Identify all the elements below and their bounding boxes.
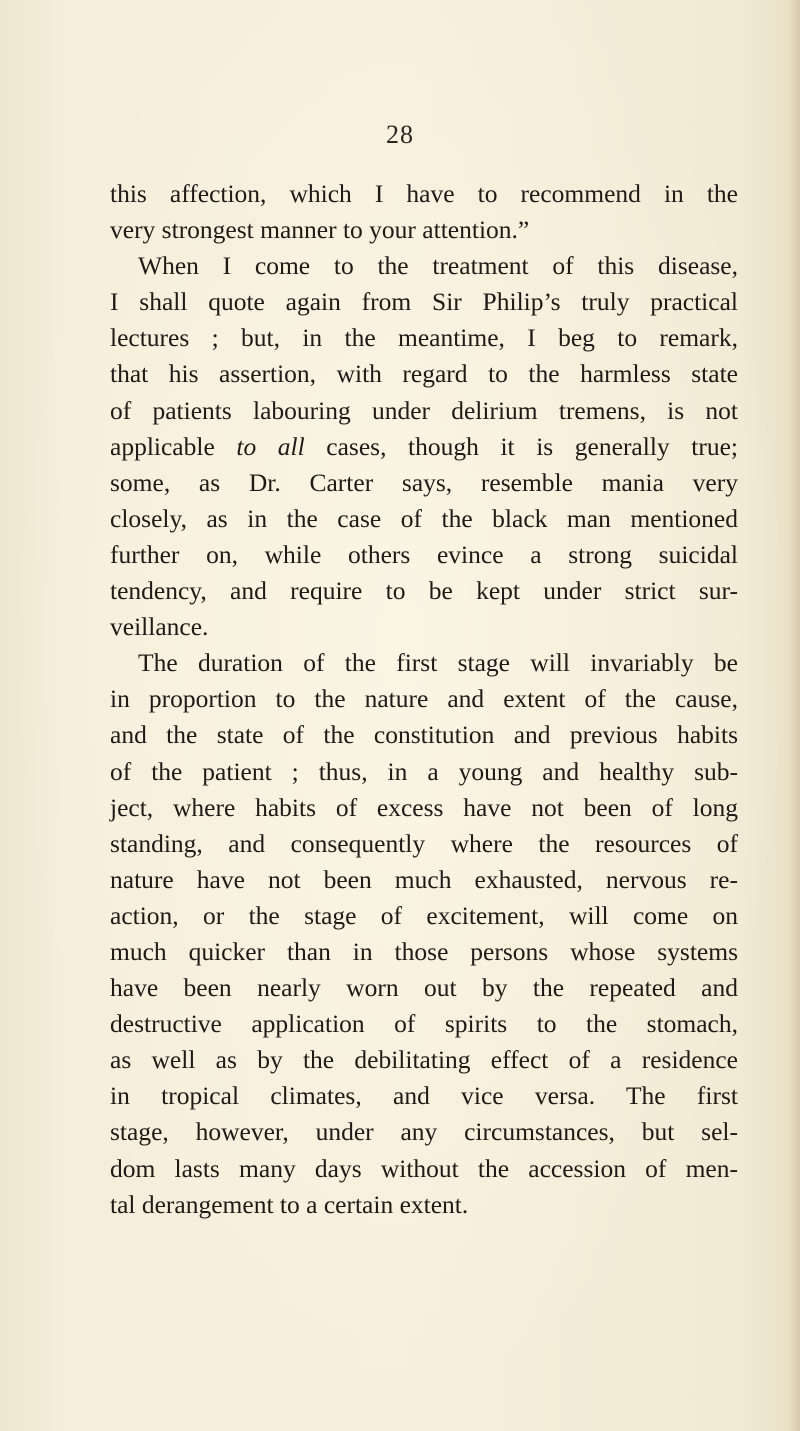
text-line: lectures ; but, in the meantime, I beg to remark, [110, 323, 738, 353]
text-line: much quicker than in those persons whose systems [110, 936, 738, 966]
text-line: very strongest manner to your attention.” [110, 215, 530, 245]
text-line: I shall quote again from Sir Philip’s truly practical [110, 287, 738, 317]
text-line: dom lasts many days without the accession of men- [110, 1153, 738, 1183]
page-number: 28 [386, 120, 414, 149]
text-line: veillance. [110, 612, 209, 642]
page-edge-shadow [788, 0, 800, 1431]
text-line: closely, as in the case of the black man mentioned [110, 503, 738, 533]
text-line: tendency, and require to be kept under strict sur- [110, 576, 738, 606]
text-line: ject, where habits of excess have not been of long [110, 792, 738, 822]
paragraph-start-line: When I come to the treatment of this disease, [138, 251, 738, 281]
text-segment: cases, though it is generally true; [304, 431, 738, 461]
text-line: of the patient ; thus, in a young and healthy sub- [110, 756, 738, 786]
text-line: in proportion to the nature and extent of the cause, [110, 684, 738, 714]
text-line: and the state of the constitution and previous habits [110, 720, 738, 750]
paragraph-start-line: The duration of the first stage will invariably be [138, 648, 738, 678]
text-line: standing, and consequently where the resources of [110, 828, 738, 858]
text-line: some, as Dr. Carter says, resemble mania very [110, 467, 738, 497]
text-line: nature have not been much exhausted, nervous re- [110, 864, 738, 894]
text-line-with-emphasis [110, 429, 738, 465]
text-line: action, or the stage of excitement, will come on [110, 900, 738, 930]
text-line: further on, while others evince a strong suicidal [110, 539, 738, 569]
text-line: this affection, which I have to recommend in the [110, 179, 738, 208]
body-text [110, 176, 738, 1223]
emphasized-text: to all [236, 431, 305, 461]
text-line: destructive application of spirits to the stomach, [110, 1009, 738, 1039]
text-line: in tropical climates, and vice versa. The first [110, 1081, 738, 1111]
text-line: that his assertion, with regard to the harmless state [110, 359, 738, 389]
text-line: stage, however, under any circumstances, but sel- [110, 1117, 738, 1147]
text-line: as well as by the debilitating effect of a residence [110, 1045, 738, 1075]
text-line: of patients labouring under delirium tremens, is not [110, 395, 738, 425]
text-line: tal derangement to a certain extent. [110, 1189, 469, 1219]
text-line: have been nearly worn out by the repeated and [110, 973, 738, 1003]
text-segment: applicable [110, 431, 237, 461]
